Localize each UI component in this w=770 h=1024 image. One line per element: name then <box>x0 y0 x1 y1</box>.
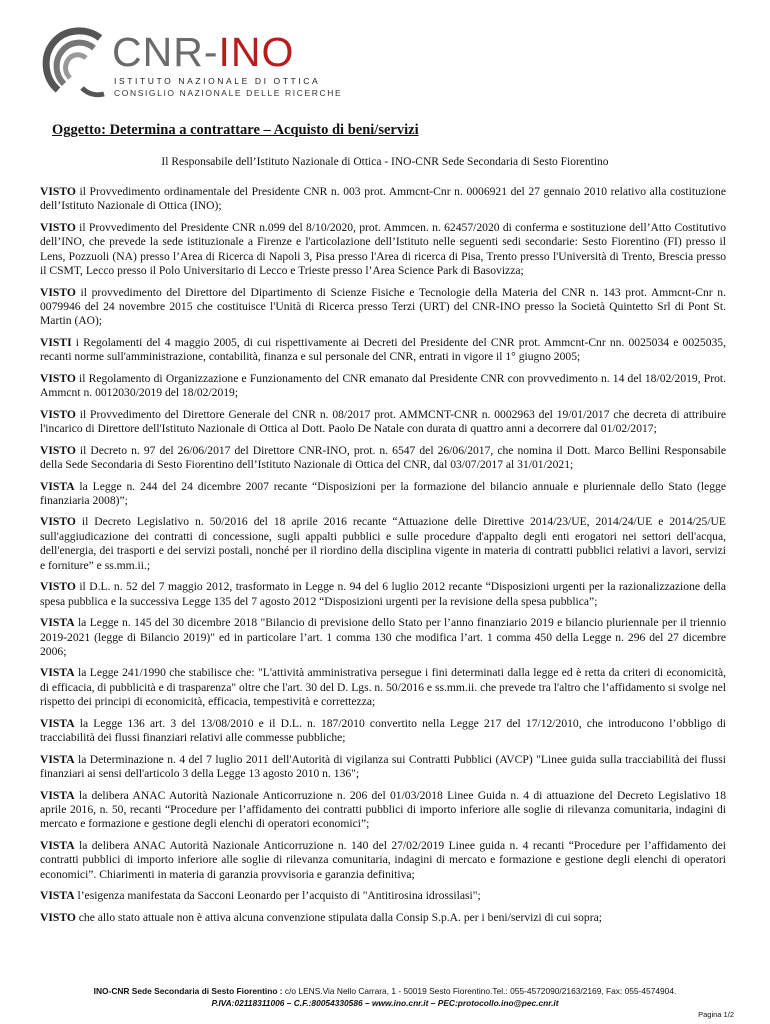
paragraph-text: i Regolamenti del 4 maggio 2005, di cui rispettivamente ai Decreti del Presidente del CNR prot. Ammcnt-Cnr nn. 0025034 e 0025035, recanti norme sull'amministrazione, contabilità, finanza e sul personale del CNR, entrati in vigore il 1° giugno 2005; <box>40 335 726 364</box>
document-subject: Oggetto: Determina a contrattare – Acquisto di beni/servizi <box>52 122 419 138</box>
paragraph-text: la delibera ANAC Autorità Nazionale Anticorruzione n. 206 del 01/03/2018 Linee Guida n. 4 di attuazione del Decreto Legislativo 18 aprile 2016, n. 50, recanti “Procedure per l’affidamento dei contratti pubblici di importo inferiore alle soglie di rilevanza comunitaria, indagini di mercato e formazione e gestione degli elenchi di operatori economici”; <box>40 788 726 831</box>
paragraph <box>40 515 726 573</box>
logo-subtitle-institute: ISTITUTO NAZIONALE DI OTTICA <box>114 76 321 86</box>
cnr-ino-logo <box>40 24 343 104</box>
footer-sede-label: INO-CNR Sede Secondaria di Sesto Fiorentino : <box>93 986 283 996</box>
paragraph <box>40 408 726 437</box>
paragraph-lead: VISTO <box>40 371 76 385</box>
paragraph-lead: VISTA <box>40 479 75 493</box>
paragraph-text: la Legge 241/1990 che stabilisce che: "L'attività amministrativa persegue i fini determinati dalla legge ed è retta da criteri di economicità, di efficacia, di pubblicità e di trasparenza" oltre che l'art. 30 del D. Lgs. n. 50/2016 e ss.mm.ii. che prevede tra l'altro che l’affidamento si svolge nel rispetto dei principi di economicità, efficacia, tempestività e correttezza; <box>40 666 726 709</box>
paragraph-lead: VISTA <box>40 752 75 766</box>
footer-tax-info: P.IVA:02118311006 – C.F.:80054330586 – www.ino.cnr.it – PEC:protocollo.ino@pec.cnr.it <box>211 998 559 1008</box>
paragraph-lead: VISTO <box>40 910 76 924</box>
logo-wordmark <box>112 30 294 74</box>
logo-arc-icon <box>40 24 112 102</box>
paragraph-lead: VISTA <box>40 889 75 903</box>
paragraph-lead: VISTA <box>40 666 75 680</box>
paragraph <box>40 480 726 509</box>
page-footer <box>0 986 770 1008</box>
logo-subtitle-council: CONSIGLIO NAZIONALE DELLE RICERCHE <box>114 88 343 98</box>
paragraph-text: la delibera ANAC Autorità Nazionale Anticorruzione n. 140 del 27/02/2019 Linee guida n. 4 recanti “Procedure per l’affidamento dei contratti pubblici di importo inferiore alle soglie di rilevanza comunitaria, indagini di mercato e formazione e gestione degli elenchi di operatori economici”. Chiarimenti in materia di garanzia provvisoria e garanzia definitiva; <box>40 838 726 881</box>
paragraph <box>40 666 726 709</box>
paragraph-text: la Legge n. 244 del 24 dicembre 2007 recante “Disposizioni per la formazione del bilancio annuale e pluriennale dello Stato (legge finanziaria 2008)”; <box>40 479 726 507</box>
paragraph-text: la Legge n. 145 del 30 dicembre 2018 "Bilancio di previsione dello Stato per l’anno finanziario 2019 e bilancio pluriennale per il triennio 2019-2021 (legge di Bilancio 2019)" ed in particolare l’art. 1 comma 130 che modifica l’art. 1 comma 450 della Legge n. 296 del 27 dicembre 2006; <box>40 616 726 658</box>
paragraph <box>40 616 726 659</box>
paragraph-lead: VISTO <box>40 580 76 594</box>
paragraph-text: il Decreto n. 97 del 26/06/2017 del Direttore CNR-INO, prot. n. 6547 del 26/06/2017, che nomina il Dott. Marco Bellini Responsabile della Sede Secondaria di Sesto Fiorentino dell’Istituto Nazionale di Ottica del CNR, dal 03/07/2017 al 31/01/2021; <box>40 443 726 472</box>
logo-cnr-text: CNR- <box>112 29 219 75</box>
document-body <box>40 185 726 932</box>
paragraph-lead: VISTA <box>40 716 75 730</box>
paragraph <box>40 580 726 609</box>
paragraph <box>40 336 726 365</box>
page-number: Pagina 1/2 <box>698 1010 734 1019</box>
paragraph-lead: VISTO <box>40 285 76 299</box>
paragraph-lead: VISTA <box>40 616 75 630</box>
paragraph-text: il provvedimento del Direttore del Dipartimento di Scienze Fisiche e Tecnologie della Materia del CNR n. 143 prot. Ammcnt-Cnr n. 0079946 del 24 novembre 2015 che costituisce l'Unità di Ricerca presso Terzi (URT) del CNR-INO presso la Società Quintetto Srl di Pont St. Martin (AO); <box>40 285 726 328</box>
paragraph-lead: VISTO <box>40 220 76 234</box>
paragraph <box>40 372 726 401</box>
paragraph <box>40 753 726 782</box>
paragraph-lead: VISTA <box>40 838 75 852</box>
paragraph-lead: VISTO <box>40 515 76 529</box>
paragraph-text: che allo stato attuale non è attiva alcuna convenzione stipulata dalla Consip S.p.A. per i beni/servizi di cui sopra; <box>75 910 602 924</box>
paragraph-text: il Decreto Legislativo n. 50/2016 del 18 aprile 2016 recante “Attuazione delle Direttive 2014/23/UE, 2014/24/UE e 2014/25/UE sull'aggiudicazione dei contratti di concessione, sugli appalti pubblici e sulle procedure d'appalto degli enti erogatori nei settori dell'acqua, dell'energia, dei trasporti e dei servizi postali, nonché per il riordino della disciplina vigente in materia di contratti pubblici relativi a lavori, servizi e forniture” e ss.mm.ii.; <box>40 515 726 572</box>
paragraph-text: il Provvedimento del Direttore Generale del CNR n. 08/2017 prot. AMMCNT-CNR n. 0002963 del 19/01/2017 che decreta di attribuire l'incarico di Direttore dell'Istituto Nazionale di Ottica al Dott. Paolo De Natale con durata di quattro anni a decorrere dal 01/02/2017; <box>40 407 726 436</box>
paragraph-text: la Determinazione n. 4 del 7 luglio 2011 dell'Autorità di vigilanza sui Contratti Pubblici (AVCP) "Linee guida sulla tracciabilità dei flussi finanziari ai sensi dell'articolo 3 della Legge 13 agosto 2010 n. 136"; <box>40 752 726 781</box>
paragraph <box>40 444 726 473</box>
paragraph-lead: VISTI <box>40 335 72 349</box>
paragraph-lead: VISTO <box>40 407 76 421</box>
paragraph-text: il Provvedimento del Presidente CNR n.099 del 8/10/2020, prot. Ammcen. n. 62457/2020 di conferma e sostituzione dell’Atto Costitutivo dell’INO, che prevede la sede istituzionale a Firenze e l'articolazione dell’Istituto nelle seguenti sedi secondarie: Sesto Fiorentino (FI) presso il Lens, Pozzuoli (NA) presso l’Area di Ricerca di Napoli 3, Pisa presso l'Area di ricerca di Pisa, Trento presso l'Università di Trento, Brescia presso il CSMT, Lecco presso il Polo Universitario di Lecco e Trieste presso l’Area Science Park di Basovizza; <box>40 220 726 278</box>
paragraph <box>40 839 726 882</box>
logo-ino-text: INO <box>218 29 295 75</box>
paragraph <box>40 286 726 329</box>
paragraph <box>40 889 726 903</box>
paragraph-text: il D.L. n. 52 del 7 maggio 2012, trasformato in Legge n. 94 del 6 luglio 2012 recante “Disposizioni urgenti per la razionalizzazione della spesa pubblica e la successiva Legge 135 del 7 agosto 2012 “Disposizioni urgenti per la revisione della spesa pubblica”; <box>40 580 726 608</box>
paragraph <box>40 717 726 746</box>
paragraph <box>40 911 726 925</box>
footer-address-text: c/o LENS.Via Nello Carrara, 1 - 50019 Sesto Fiorentino.Tel.: 055-4572090/2163/2169, Fax: 055-4574904. <box>282 986 677 996</box>
paragraph-lead: VISTA <box>40 788 75 802</box>
paragraph-lead: VISTO <box>40 443 76 457</box>
paragraph-lead: VISTO <box>40 185 76 198</box>
footer-address <box>0 986 770 996</box>
paragraph-text: l’esigenza manifestata da Sacconi Leonardo per l’acquisto di "Antitirosina idrossilasi"; <box>74 889 481 903</box>
paragraph-text: il Regolamento di Organizzazione e Funzionamento del CNR emanato dal Presidente CNR con provvedimento n. 14 del 18/02/2019, Prot. Ammcnt n. 0012030/2019 del 18/02/2019; <box>40 371 726 400</box>
document-intro: Il Responsabile dell’Istituto Nazionale di Ottica - INO-CNR Sede Secondaria di Sesto Fiorentino <box>161 156 609 168</box>
paragraph <box>40 221 726 279</box>
paragraph-text: il Provvedimento ordinamentale del Presidente CNR n. 003 prot. Ammcnt-Cnr n. 0006921 del 27 gennaio 2010 relativo alla costituzione dell’Istituto Nazionale di Ottica (INO); <box>40 185 726 213</box>
paragraph <box>40 789 726 832</box>
paragraph-text: la Legge 136 art. 3 del 13/08/2010 e il D.L. n. 187/2010 convertito nella Legge 217 del 17/12/2010, che introducono l’obbligo di tracciabilità dei flussi finanziari relativi alle commesse pubbliche; <box>40 716 726 745</box>
paragraph <box>40 185 726 214</box>
